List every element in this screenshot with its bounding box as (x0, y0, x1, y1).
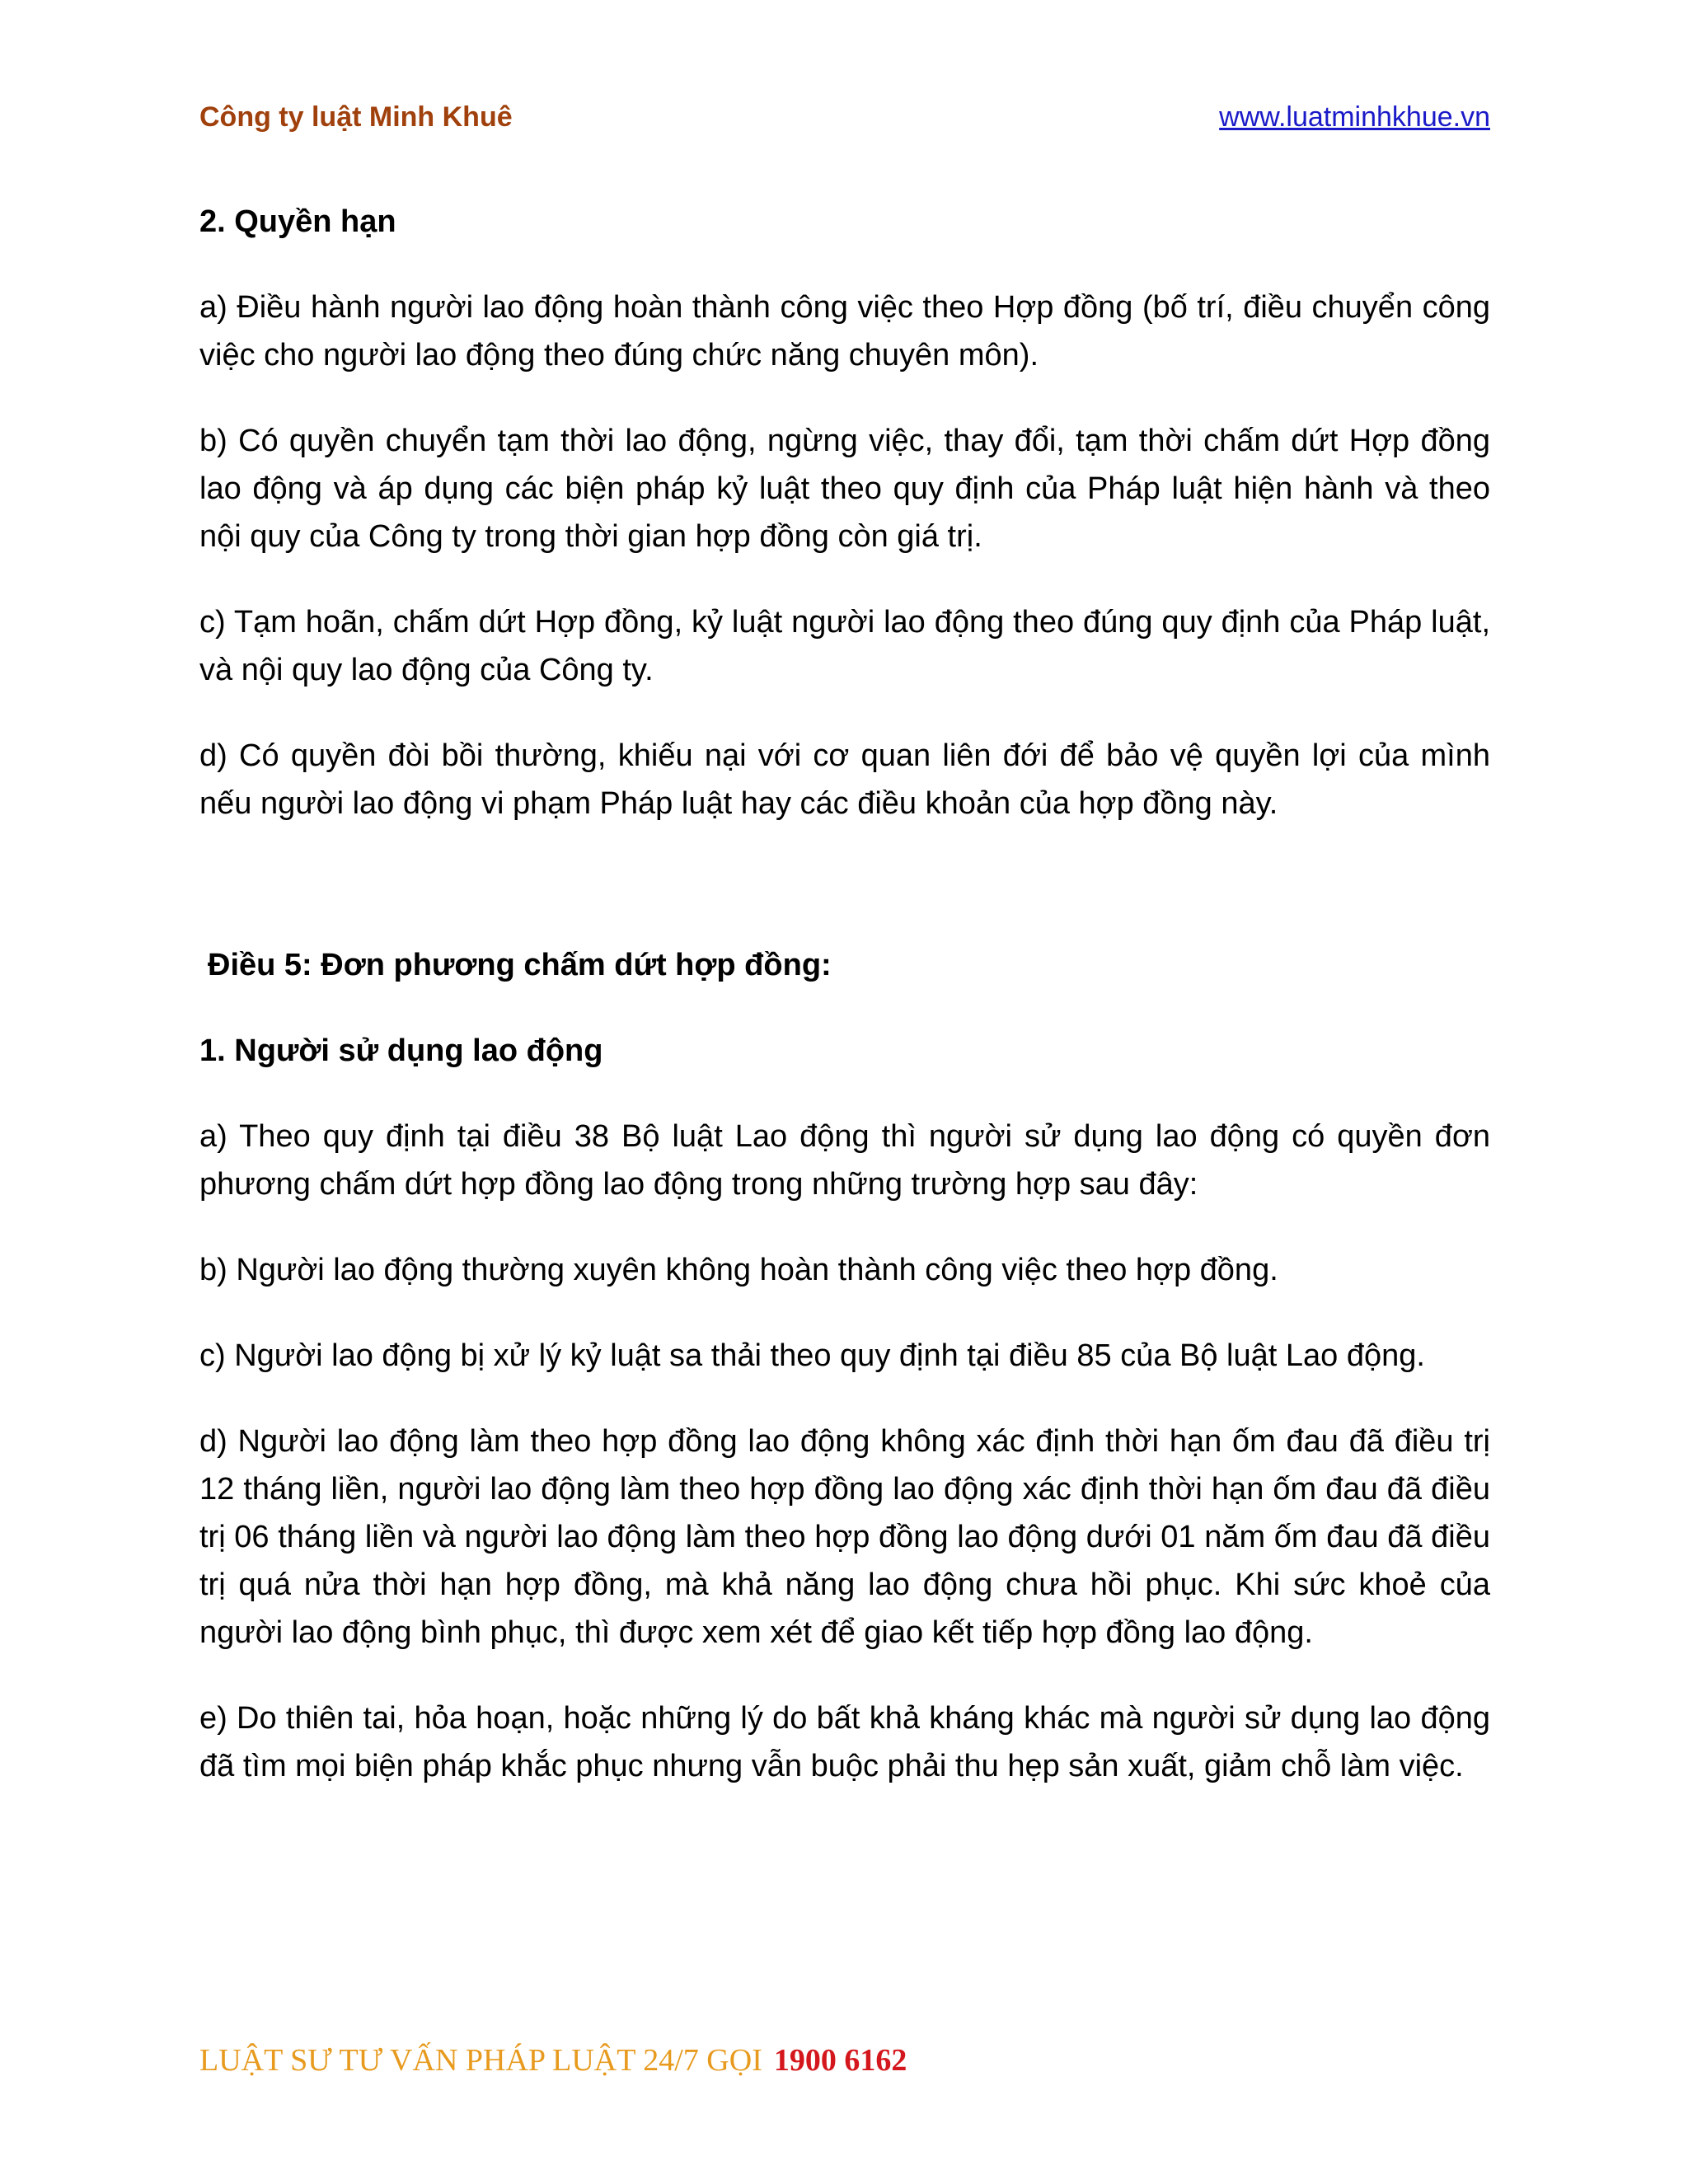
paragraph: a) Theo quy định tại điều 38 Bộ luật Lao động thì người sử dụng lao động có quyền đơn phương chấm dứt hợp đồng lao động trong những trường hợp sau đây: (199, 1119, 1490, 1202)
paragraph: b) Người lao động thường xuyên không hoàn thành công việc theo hợp đồng. (199, 1253, 1278, 1287)
footer-hotline-text: LUẬT SƯ TƯ VẤN PHÁP LUẬT 24/7 GỌI (199, 2043, 762, 2078)
article-subheading: 1. Người sử dụng lao động (199, 1033, 603, 1068)
footer-phone-number[interactable]: 1900 6162 (773, 2043, 907, 2078)
paragraph: c) Người lao động bị xử lý kỷ luật sa thải theo quy định tại điều 85 của Bộ luật Lao động. (199, 1338, 1425, 1373)
page-header (199, 97, 1490, 137)
website-link[interactable]: www.luatminhkhue.vn (1219, 101, 1490, 133)
article-title: Điều 5: Đơn phương chấm dứt hợp đồng: (208, 948, 832, 982)
paragraph: e) Do thiên tai, hỏa hoạn, hoặc những lý do bất khả kháng khác mà người sử dụng lao động đã tìm mọi biện pháp khắc phục nhưng vẫn buộc phải thu hẹp sản xuất, giảm chỗ làm việc. (199, 1701, 1490, 1783)
document-body (199, 198, 1490, 1790)
paragraph: b) Có quyền chuyển tạm thời lao động, ngừng việc, thay đổi, tạm thời chấm dứt Hợp đồng lao động và áp dụng các biện pháp kỷ luật theo quy định của Pháp luật hiện hành và theo nội quy của Công ty trong thời gian hợp đồng còn giá trị. (199, 424, 1490, 554)
paragraph: d) Người lao động làm theo hợp đồng lao động không xác định thời hạn ốm đau đã điều trị 12 tháng liền, người lao động làm theo hợp đồng lao động xác định thời hạn ốm đau đã điều trị 06 tháng liền và người lao động làm theo hợp đồng lao động dưới 01 năm ốm đau đã điều trị quá nửa thời hạn hợp đồng, mà khả năng lao động chưa hồi phục. Khi sức khoẻ của người lao động bình phục, thì được xem xét để giao kết tiếp hợp đồng lao động. (199, 1424, 1490, 1650)
paragraph: d) Có quyền đòi bồi thường, khiếu nại với cơ quan liên đới để bảo vệ quyền lợi của mình nếu người lao động vi phạm Pháp luật hay các điều khoản của hợp đồng này. (199, 738, 1490, 821)
company-name: Công ty luật Minh Khuê (199, 101, 513, 133)
paragraph: a) Điều hành người lao động hoàn thành công việc theo Hợp đồng (bố trí, điều chuyển công việc cho người lao động theo đúng chức năng chuyên môn). (199, 290, 1490, 373)
paragraph: c) Tạm hoãn, chấm dứt Hợp đồng, kỷ luật người lao động theo đúng quy định của Pháp luật, và nội quy lao động của Công ty. (199, 605, 1490, 687)
page-footer (199, 2042, 907, 2079)
section-heading-rights: 2. Quyền hạn (199, 204, 396, 239)
